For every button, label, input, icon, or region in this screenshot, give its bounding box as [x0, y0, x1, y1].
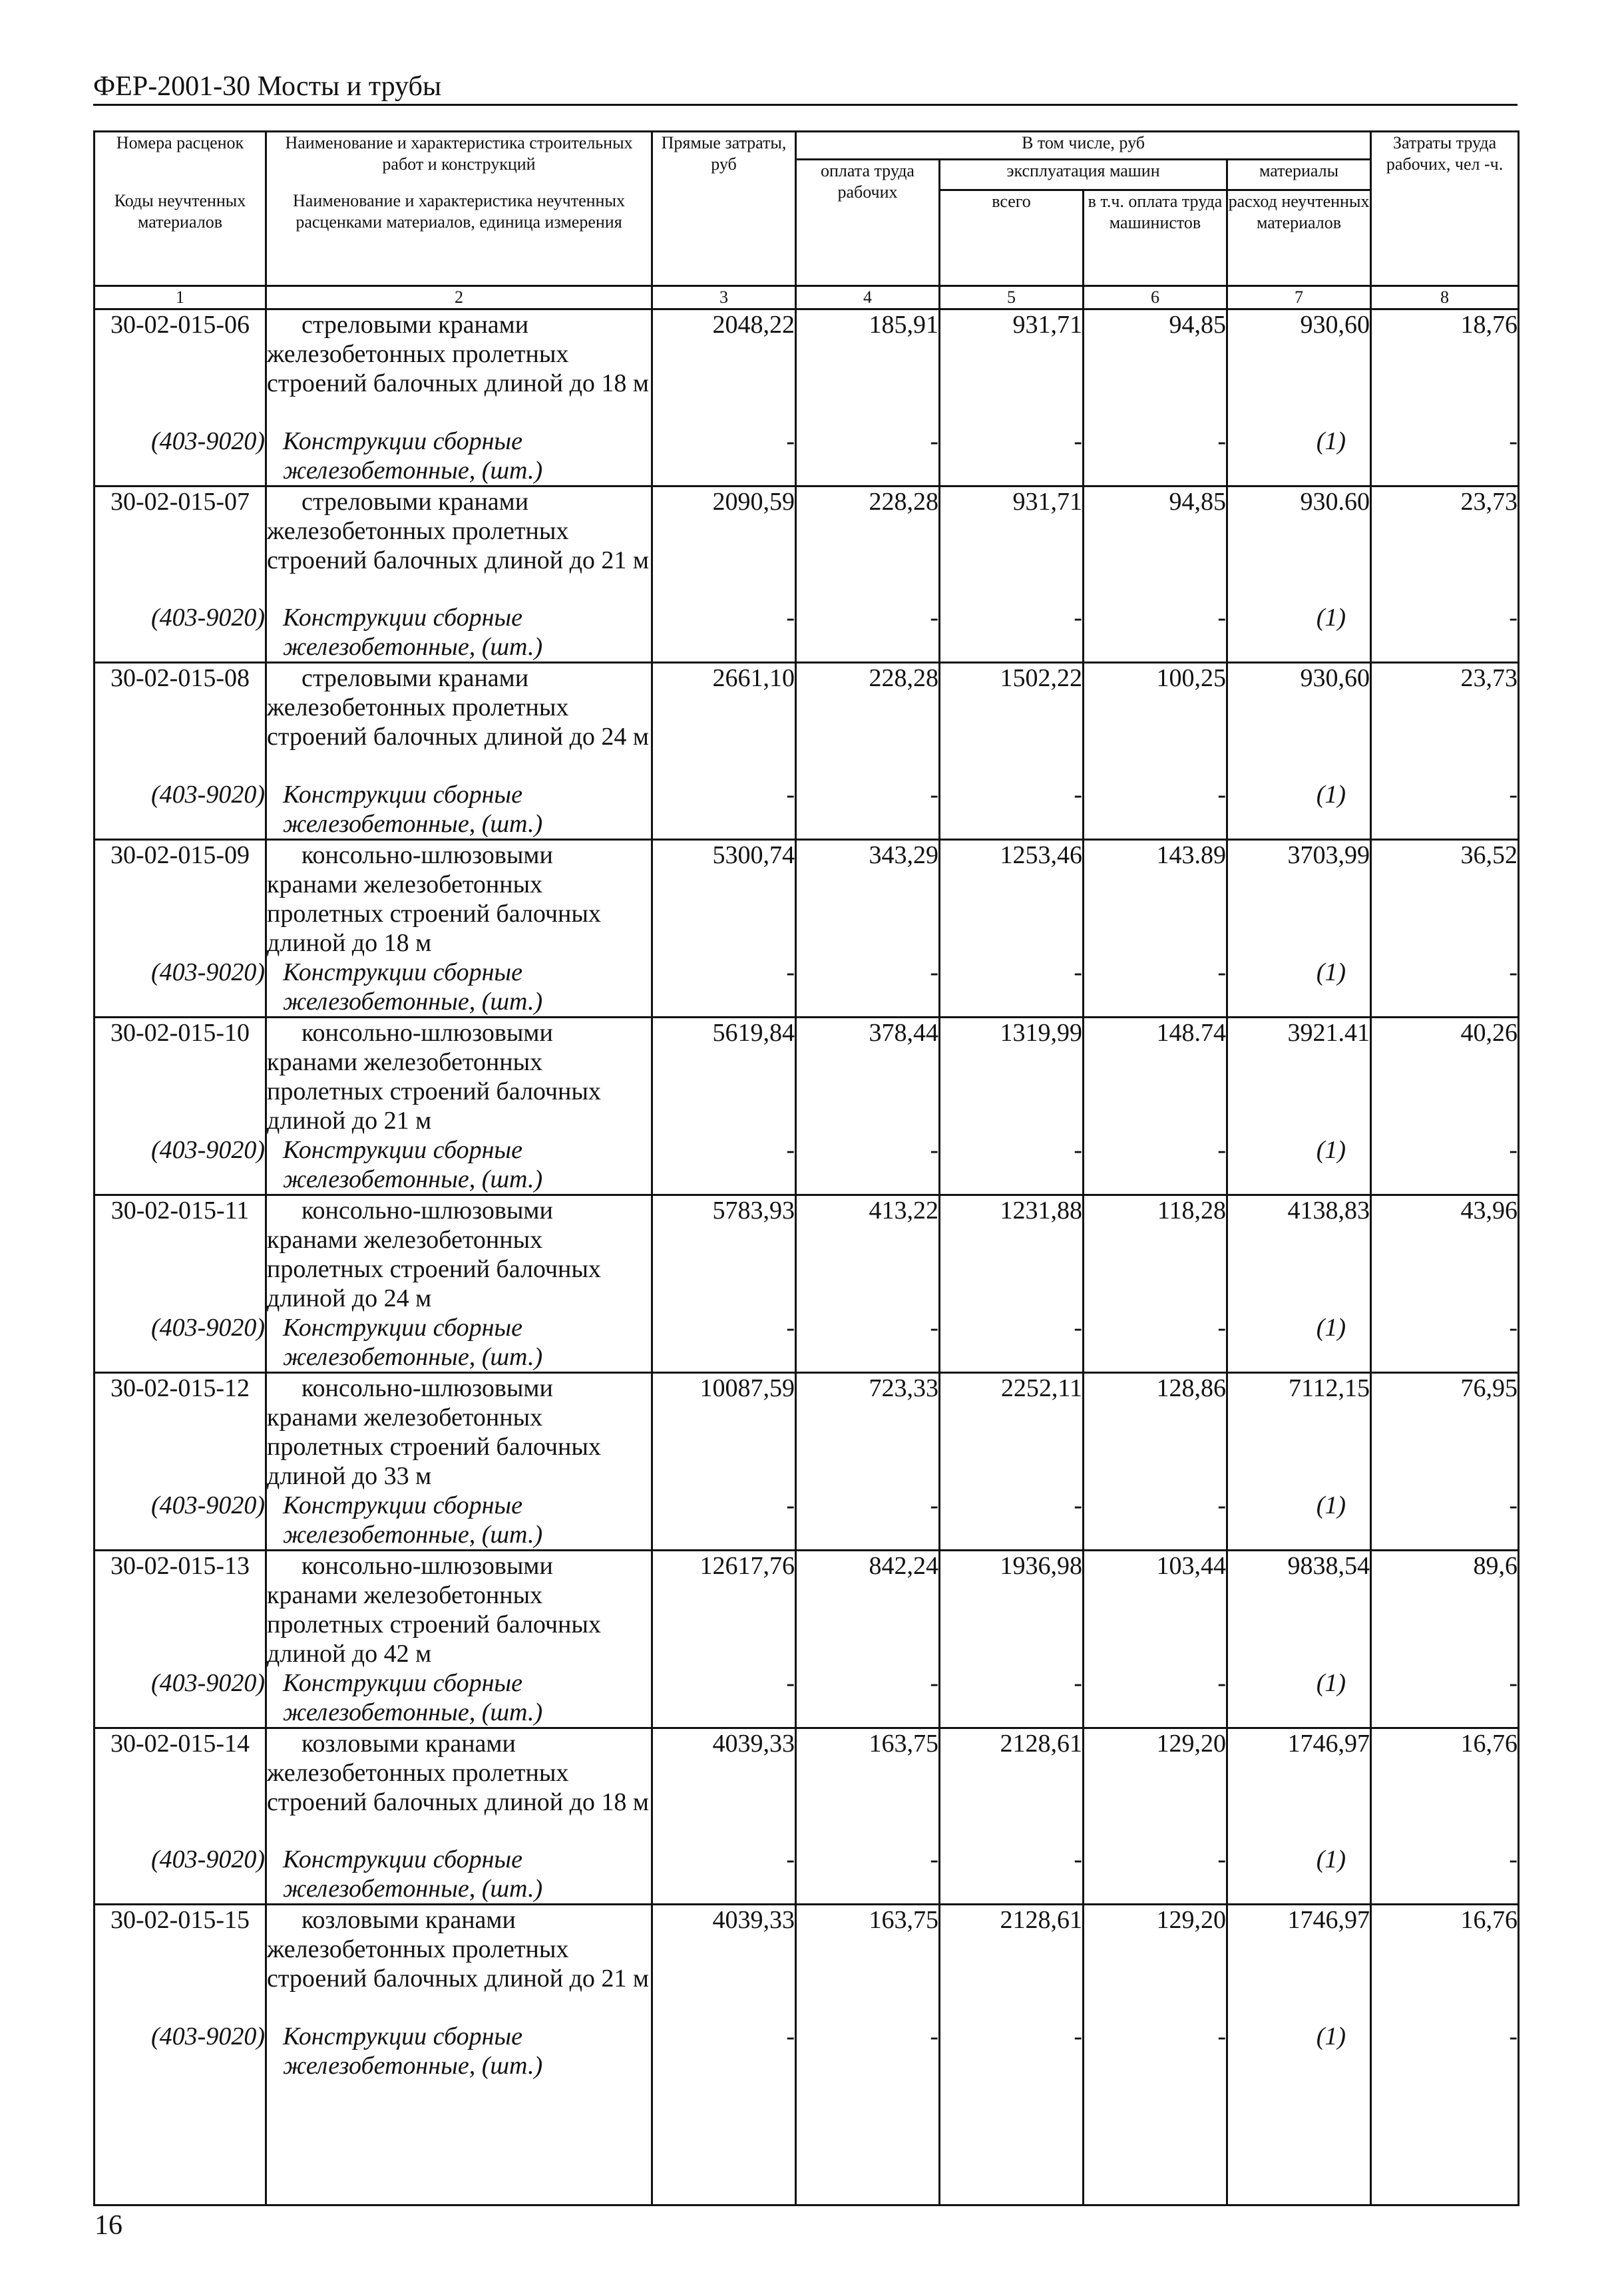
materials-cost: 7112,15 — [1227, 1372, 1371, 1491]
material-labor: - — [796, 1845, 940, 1905]
material-code: (403-9020) — [95, 603, 266, 663]
head-col7: расход неучтенных материалов — [1227, 190, 1371, 286]
material-quantity: (1) — [1227, 1135, 1371, 1195]
rate-description — [266, 1728, 652, 1845]
material-labor: - — [796, 427, 940, 486]
rate-description-lead: консольно-шлюзовыми — [302, 1196, 553, 1225]
labor-hours: 76,95 — [1371, 1372, 1519, 1491]
rate-description — [266, 486, 652, 603]
material-direct: - — [652, 603, 796, 663]
material-quantity: (1) — [1227, 1845, 1371, 1905]
machines-total: 1253,46 — [940, 839, 1084, 958]
table-row — [95, 1728, 1519, 1845]
materials-cost: 9838,54 — [1227, 1550, 1371, 1668]
material-description — [266, 1313, 652, 1373]
material-name: Конструкции сборные железобетонные, (шт.) — [283, 1135, 543, 1193]
material-machinists: - — [1084, 603, 1227, 663]
material-hours: - — [1371, 1845, 1519, 1905]
material-name: Конструкции сборные железобетонные, (шт.) — [283, 780, 543, 838]
labor-pay: 378,44 — [796, 1017, 940, 1135]
material-machinists: - — [1084, 1491, 1227, 1551]
material-name: Конструкции сборные железобетонные, (шт.) — [283, 958, 543, 1016]
material-description — [266, 603, 652, 663]
material-machinists: - — [1084, 427, 1227, 486]
material-direct: - — [652, 1135, 796, 1195]
head-col4: оплата труда рабочих — [796, 160, 940, 286]
material-machines: - — [940, 603, 1084, 663]
material-machines: - — [940, 1313, 1084, 1373]
material-description — [266, 958, 652, 1018]
table-row — [95, 486, 1519, 603]
material-machines: - — [940, 780, 1084, 840]
material-labor: - — [796, 2022, 940, 2205]
material-name: Конструкции сборные железобетонные, (шт.) — [283, 1845, 543, 1903]
machinists-pay: 94,85 — [1084, 309, 1227, 427]
material-machinists: - — [1084, 1313, 1227, 1373]
material-quantity: (1) — [1227, 427, 1371, 486]
table-row — [95, 1550, 1519, 1668]
material-name: Конструкции сборные железобетонные, (шт.) — [283, 604, 543, 661]
machines-total: 2252,11 — [940, 1372, 1084, 1491]
material-direct: - — [652, 958, 796, 1018]
col-number: 6 — [1084, 286, 1227, 309]
material-machines: - — [940, 427, 1084, 486]
machinists-pay: 100,25 — [1084, 663, 1227, 780]
material-code: (403-9020) — [95, 1845, 266, 1905]
rate-description — [266, 839, 652, 958]
rate-description — [266, 1195, 652, 1313]
col-number: 2 — [266, 286, 652, 309]
material-description — [266, 780, 652, 840]
rate-code: 30-02-015-14 — [95, 1728, 266, 1845]
direct-costs: 5783,93 — [652, 1195, 796, 1313]
material-description — [266, 1135, 652, 1195]
machinists-pay: 148.74 — [1084, 1017, 1227, 1135]
material-code: (403-9020) — [95, 1135, 266, 1195]
machines-total: 1319,99 — [940, 1017, 1084, 1135]
material-quantity: (1) — [1227, 1313, 1371, 1373]
labor-pay: 163,75 — [796, 1728, 940, 1845]
title-underline — [93, 104, 1518, 106]
rate-description — [266, 1905, 652, 2022]
rate-description-rest: железобетонных пролетных строений балочных длиной до 21 м — [267, 516, 649, 574]
material-hours: - — [1371, 1313, 1519, 1373]
rate-description — [266, 1372, 652, 1491]
material-quantity: (1) — [1227, 603, 1371, 663]
direct-costs: 2048,22 — [652, 309, 796, 427]
material-machinists: - — [1084, 958, 1227, 1018]
material-code: (403-9020) — [95, 958, 266, 1018]
material-machinists: - — [1084, 1845, 1227, 1905]
labor-hours: 16,76 — [1371, 1728, 1519, 1845]
labor-pay: 228,28 — [796, 486, 940, 603]
machines-total: 931,71 — [940, 486, 1084, 603]
material-code: (403-9020) — [95, 2022, 266, 2205]
rate-code: 30-02-015-09 — [95, 839, 266, 958]
page-number: 16 — [95, 2210, 122, 2241]
labor-pay: 343,29 — [796, 839, 940, 958]
material-labor: - — [796, 1491, 940, 1551]
rate-description-rest: кранами железобетонных пролетных строений балочных длиной до 18 м — [267, 870, 601, 957]
col-number: 8 — [1371, 286, 1519, 309]
head-col5: всего — [940, 190, 1084, 286]
machinists-pay: 129,20 — [1084, 1728, 1227, 1845]
rate-description-lead: стреловыми кранами — [302, 487, 529, 516]
material-machines: - — [940, 1491, 1084, 1551]
materials-cost: 930,60 — [1227, 309, 1371, 427]
table-row — [95, 1372, 1519, 1491]
rate-code: 30-02-015-10 — [95, 1017, 266, 1135]
material-labor: - — [796, 1135, 940, 1195]
rate-description-lead: козловыми кранами — [302, 1729, 516, 1758]
materials-cost: 3703,99 — [1227, 839, 1371, 958]
material-name: Конструкции сборные железобетонные, (шт.) — [283, 1313, 543, 1371]
labor-hours: 43,96 — [1371, 1195, 1519, 1313]
material-machinists: - — [1084, 780, 1227, 840]
rate-description-rest: железобетонных пролетных строений балочных длиной до 18 м — [267, 1758, 649, 1816]
material-code: (403-9020) — [95, 427, 266, 486]
rate-code: 30-02-015-12 — [95, 1372, 266, 1491]
material-machinists: - — [1084, 1668, 1227, 1728]
head-col6: в т.ч. оплата труда машинистов — [1084, 190, 1227, 286]
material-hours: - — [1371, 958, 1519, 1018]
material-code: (403-9020) — [95, 1491, 266, 1551]
material-quantity: (1) — [1227, 958, 1371, 1018]
labor-hours: 16,76 — [1371, 1905, 1519, 2022]
material-machinists: - — [1084, 2022, 1227, 2205]
material-quantity: (1) — [1227, 2022, 1371, 2205]
material-row — [95, 1491, 1519, 1551]
material-row — [95, 780, 1519, 840]
direct-costs: 12617,76 — [652, 1550, 796, 1668]
rate-description-rest: кранами железобетонных пролетных строений балочных длиной до 33 м — [267, 1403, 601, 1490]
material-hours: - — [1371, 1135, 1519, 1195]
material-direct: - — [652, 1491, 796, 1551]
labor-pay: 842,24 — [796, 1550, 940, 1668]
labor-pay: 185,91 — [796, 309, 940, 427]
material-machines: - — [940, 2022, 1084, 2205]
labor-hours: 89,6 — [1371, 1550, 1519, 1668]
material-description — [266, 1491, 652, 1551]
head-col8: Затраты труда рабочих, чел -ч. — [1371, 132, 1519, 286]
rate-code: 30-02-015-11 — [95, 1195, 266, 1313]
head-col2-top: Наименование и характеристика строительных работ и конструкций — [266, 132, 652, 190]
material-hours: - — [1371, 603, 1519, 663]
material-name: Конструкции сборные железобетонные, (шт.) — [283, 1668, 543, 1726]
col-number: 4 — [796, 286, 940, 309]
col-number: 3 — [652, 286, 796, 309]
material-direct: - — [652, 780, 796, 840]
material-name: Конструкции сборные железобетонные, (шт.) — [283, 427, 543, 484]
rate-description — [266, 1550, 652, 1668]
labor-hours: 18,76 — [1371, 309, 1519, 427]
material-code: (403-9020) — [95, 1313, 266, 1373]
material-name: Конструкции сборные железобетонные, (шт.) — [283, 1491, 543, 1549]
direct-costs: 2090,59 — [652, 486, 796, 603]
machines-total: 1502,22 — [940, 663, 1084, 780]
rate-code: 30-02-015-15 — [95, 1905, 266, 2022]
rate-description-rest: кранами железобетонных пролетных строений балочных длиной до 21 м — [267, 1048, 601, 1135]
material-row — [95, 427, 1519, 486]
material-row — [95, 958, 1519, 1018]
labor-hours: 40,26 — [1371, 1017, 1519, 1135]
material-code: (403-9020) — [95, 1668, 266, 1728]
material-direct: - — [652, 1668, 796, 1728]
rate-description — [266, 1017, 652, 1135]
rate-description-rest: железобетонных пролетных строений балочных длиной до 24 м — [267, 693, 649, 751]
material-description — [266, 2022, 652, 2205]
table-body — [95, 309, 1519, 2205]
material-code: (403-9020) — [95, 780, 266, 840]
material-labor: - — [796, 958, 940, 1018]
rate-description-lead: стреловыми кранами — [302, 664, 529, 692]
material-labor: - — [796, 603, 940, 663]
material-labor: - — [796, 1668, 940, 1728]
materials-cost: 4138,83 — [1227, 1195, 1371, 1313]
machines-total: 2128,61 — [940, 1728, 1084, 1845]
materials-cost: 1746,97 — [1227, 1728, 1371, 1845]
rate-description-lead: козловыми кранами — [302, 1906, 516, 1934]
material-machines: - — [940, 958, 1084, 1018]
material-hours: - — [1371, 780, 1519, 840]
material-row — [95, 603, 1519, 663]
materials-cost: 930,60 — [1227, 663, 1371, 780]
material-machines: - — [940, 1135, 1084, 1195]
table-row — [95, 1017, 1519, 1135]
material-labor: - — [796, 780, 940, 840]
material-quantity: (1) — [1227, 1668, 1371, 1728]
material-name: Конструкции сборные железобетонные, (шт.) — [283, 2022, 543, 2080]
table-row — [95, 663, 1519, 780]
materials-cost: 3921.41 — [1227, 1017, 1371, 1135]
head-col3: Прямые затраты, руб — [652, 132, 796, 286]
machines-total: 1231,88 — [940, 1195, 1084, 1313]
table-row — [95, 309, 1519, 427]
materials-cost: 930.60 — [1227, 486, 1371, 603]
material-hours: - — [1371, 1491, 1519, 1551]
col-number: 1 — [95, 286, 266, 309]
col-number: 5 — [940, 286, 1084, 309]
material-row — [95, 1668, 1519, 1728]
head-col2-bottom: Наименование и характеристика неучтенных расценками материалов, единица измерения — [266, 190, 652, 286]
page-title: ФЕР-2001-30 Мосты и трубы — [93, 71, 442, 102]
material-hours: - — [1371, 1668, 1519, 1728]
rate-description-rest: кранами железобетонных пролетных строений балочных длиной до 24 м — [267, 1225, 601, 1312]
machinists-pay: 94,85 — [1084, 486, 1227, 603]
rates-table — [93, 130, 1520, 2206]
labor-pay: 163,75 — [796, 1905, 940, 2022]
col-number: 7 — [1227, 286, 1371, 309]
rate-description-rest: кранами железобетонных пролетных строений балочных длиной до 42 м — [267, 1581, 601, 1668]
material-row — [95, 1313, 1519, 1373]
material-direct: - — [652, 427, 796, 486]
labor-hours: 36,52 — [1371, 839, 1519, 958]
machines-total: 931,71 — [940, 309, 1084, 427]
direct-costs: 4039,33 — [652, 1728, 796, 1845]
material-hours: - — [1371, 2022, 1519, 2205]
labor-hours: 23,73 — [1371, 486, 1519, 603]
head-col1-top: Номера расценок — [95, 132, 266, 190]
table-row — [95, 839, 1519, 958]
rate-code: 30-02-015-07 — [95, 486, 266, 603]
machines-total: 2128,61 — [940, 1905, 1084, 2022]
rate-description-lead: консольно-шлюзовыми — [302, 1374, 553, 1402]
material-machines: - — [940, 1668, 1084, 1728]
material-direct: - — [652, 1845, 796, 1905]
rate-description — [266, 309, 652, 427]
head-group-materials: материалы — [1227, 160, 1371, 190]
machinists-pay: 118,28 — [1084, 1195, 1227, 1313]
machinists-pay: 103,44 — [1084, 1550, 1227, 1668]
material-row — [95, 1135, 1519, 1195]
rate-description-lead: консольно-шлюзовыми — [302, 841, 553, 869]
labor-hours: 23,73 — [1371, 663, 1519, 780]
machinists-pay: 129,20 — [1084, 1905, 1227, 2022]
material-machinists: - — [1084, 1135, 1227, 1195]
rate-description-rest: железобетонных пролетных строений балочных длиной до 21 м — [267, 1935, 649, 1993]
rate-description-lead: консольно-шлюзовыми — [302, 1551, 553, 1580]
machines-total: 1936,98 — [940, 1550, 1084, 1668]
labor-pay: 228,28 — [796, 663, 940, 780]
machinists-pay: 143.89 — [1084, 839, 1227, 958]
material-row — [95, 1845, 1519, 1905]
rate-description-lead: консольно-шлюзовыми — [302, 1018, 553, 1047]
material-quantity: (1) — [1227, 780, 1371, 840]
direct-costs: 5619,84 — [652, 1017, 796, 1135]
material-machines: - — [940, 1845, 1084, 1905]
rate-description-rest: железобетонных пролетных строений балочных длиной до 18 м — [267, 340, 649, 397]
direct-costs: 10087,59 — [652, 1372, 796, 1491]
direct-costs: 4039,33 — [652, 1905, 796, 2022]
labor-pay: 723,33 — [796, 1372, 940, 1491]
table-row — [95, 1905, 1519, 2022]
head-group-machines: эксплуатация машин — [940, 160, 1227, 190]
material-row — [95, 2022, 1519, 2205]
material-description — [266, 1845, 652, 1905]
material-labor: - — [796, 1313, 940, 1373]
rate-code: 30-02-015-13 — [95, 1550, 266, 1668]
material-description — [266, 1668, 652, 1728]
head-group-incl: В том числе, руб — [796, 132, 1371, 160]
material-description — [266, 427, 652, 486]
material-hours: - — [1371, 427, 1519, 486]
direct-costs: 5300,74 — [652, 839, 796, 958]
materials-cost: 1746,97 — [1227, 1905, 1371, 2022]
direct-costs: 2661,10 — [652, 663, 796, 780]
rate-code: 30-02-015-06 — [95, 309, 266, 427]
rate-description — [266, 663, 652, 780]
material-quantity: (1) — [1227, 1491, 1371, 1551]
labor-pay: 413,22 — [796, 1195, 940, 1313]
machinists-pay: 128,86 — [1084, 1372, 1227, 1491]
material-direct: - — [652, 2022, 796, 2205]
rate-code: 30-02-015-08 — [95, 663, 266, 780]
material-direct: - — [652, 1313, 796, 1373]
table-row — [95, 1195, 1519, 1313]
rate-description-lead: стреловыми кранами — [302, 311, 529, 339]
head-col1-bottom: Коды неучтенных материалов — [95, 190, 266, 286]
